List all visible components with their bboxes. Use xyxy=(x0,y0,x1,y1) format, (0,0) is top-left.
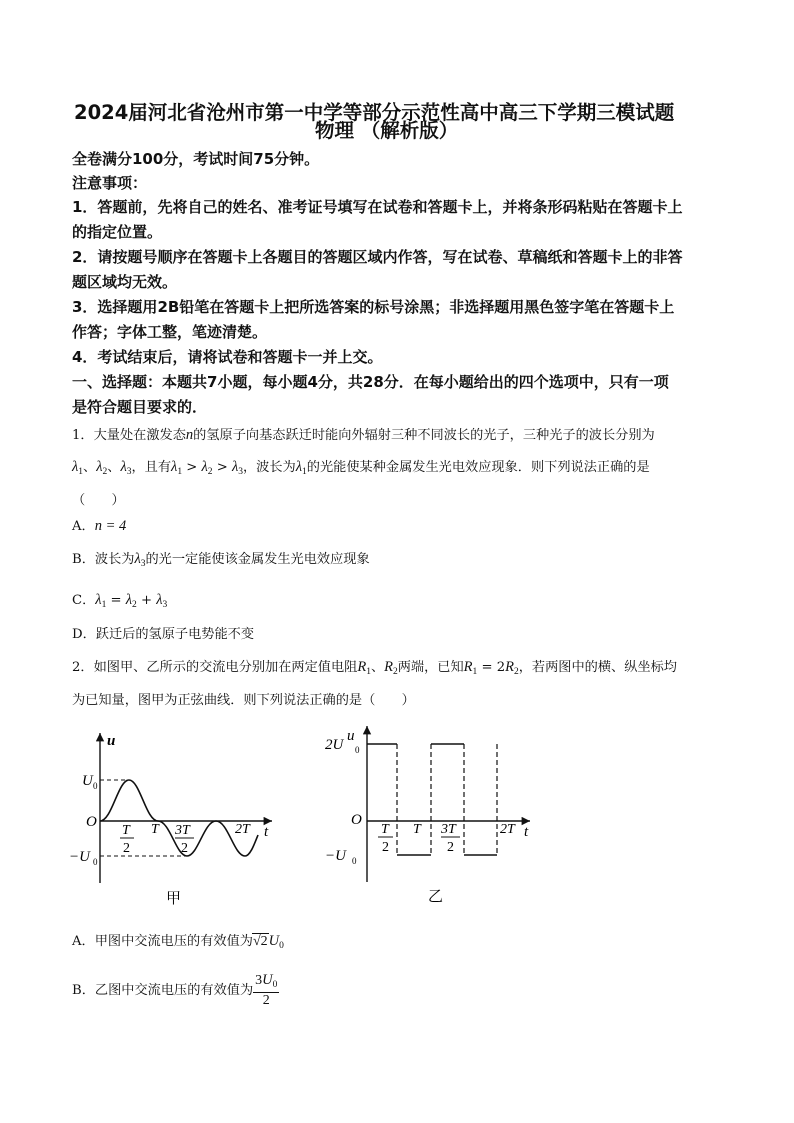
fig2-tick-t2-num: T xyxy=(381,822,389,837)
q2-figure-yi xyxy=(325,720,545,910)
q2-stem-line2: 为已知量，图甲为正弦曲线．则下列说法正确的是（ ） xyxy=(72,693,415,708)
q2-option-b: B．乙图中交流电压的有效值为 $\frac{3U_0}{2}$ xyxy=(72,972,278,1008)
q2-option-b-fraction: $\frac{3U_0}{2}$ xyxy=(255,972,278,1008)
fig2-neg-u0-sub: 0 xyxy=(352,856,357,866)
q2-stem-line1: 2．如图甲、乙所示的交流电分别加在两定值电阻$R_1$、$R_2$两端，已知$R_1 = 2R_2$，若两图中的横、纵坐标均 xyxy=(72,659,677,677)
note-item-2-line2: 题区域均无效。 xyxy=(72,273,178,291)
fig1-neg-u0-label: −U xyxy=(69,849,90,865)
q1-option-d: D．跃迁后的氢原子电势能不变 xyxy=(72,627,255,642)
fig1-origin: O xyxy=(86,814,97,830)
fig2-tick-3t2-den: 2 xyxy=(447,840,454,855)
q1-option-b: B．波长为$\lambda_3$的光一定能使该金属发生光电效应现象 xyxy=(72,551,370,569)
q1-stem-line2: $\lambda_1$、$\lambda_2$、$\lambda_3$，且有$\lambda_1 > \lambda_2 > \lambda_3$，波长为$\lambda_1$的光能使某种金属发生光电效应现象．则下列说法正确的是 xyxy=(72,459,650,477)
q1-option-a: A．n = 4 xyxy=(72,518,127,534)
fig1-tick-t2-den: 2 xyxy=(123,841,130,856)
fig2-2u0-label: 2U xyxy=(325,737,344,753)
note-item-1-line1: 1．答题前，先将自己的姓名、准考证号填写在试卷和答题卡上，并将条形码粘贴在答题卡上 xyxy=(72,198,683,216)
q2-option-a: A．甲图中交流电压的有效值为$√2U_0$ xyxy=(72,933,284,951)
exam-title-line1: 2024届河北省沧州市第一中学等部分示范性高中高三下学期三模试题 xyxy=(74,101,675,124)
note-item-1-line2: 的指定位置。 xyxy=(72,223,163,241)
section1-instructions-line2: 是符合题目要求的． xyxy=(72,398,208,416)
notes-heading: 注意事项： xyxy=(72,174,148,192)
fig2-u-label: u xyxy=(347,728,355,744)
full-score-text: 全卷满分100分，考试时间75分钟。 xyxy=(72,150,320,168)
fig2-tick-3t2-num: 3T xyxy=(441,822,456,837)
fig1-caption: 甲 xyxy=(166,891,182,907)
q2-figure-jia xyxy=(60,725,290,915)
fig1-tick-3t2-num: 3T xyxy=(175,823,190,838)
fig2-tick-t: T xyxy=(413,822,421,837)
fig1-tick-2t: 2T xyxy=(235,822,250,837)
fig2-tick-t2-den: 2 xyxy=(382,840,389,855)
q1-option-c: C．$\lambda_1 = \lambda_2 + \lambda_3$ xyxy=(72,592,168,610)
note-item-3-line1: 3．选择题用2B铅笔在答题卡上把所选答案的标号涂黑；非选择题用黑色签字笔在答题卡上 xyxy=(72,298,675,316)
fig1-u0-sub: 0 xyxy=(93,781,98,791)
fig1-tick-3t2-den: 2 xyxy=(181,841,188,856)
fig1-u-label: u xyxy=(107,733,116,749)
note-item-2-line1: 2．请按题号顺序在答题卡上各题目的答题区域内作答，写在试卷、草稿纸和答题卡上的非答 xyxy=(72,248,683,266)
fig1-tick-t: T xyxy=(151,822,159,837)
fig2-tick-2t: 2T xyxy=(500,822,515,837)
note-item-4: 4．考试结束后，请将试卷和答题卡一并上交。 xyxy=(72,348,383,366)
fig1-neg-u0-sub: 0 xyxy=(93,857,98,867)
fig2-2u0-sub: 0 xyxy=(355,745,360,755)
exam-title-line2: 物理 （解析版） xyxy=(315,119,459,142)
fig2-t-label: t xyxy=(524,824,529,840)
q1-answer-paren: （ ） xyxy=(72,493,125,508)
fig1-tick-t2-num: T xyxy=(122,823,130,838)
fig1-u0-label: U xyxy=(82,773,93,789)
note-item-3-line2: 作答；字体工整，笔迹清楚。 xyxy=(72,323,268,341)
fig2-neg-u0-label: −U xyxy=(325,848,346,864)
fig2-caption: 乙 xyxy=(428,889,444,905)
q1-stem-line1: 1．大量处在激发态n的氢原子向基态跃迁时能向外辐射三种不同波长的光子，三种光子的波长分别为 xyxy=(72,427,655,443)
fig2-origin: O xyxy=(351,812,362,828)
fig1-t-label: t xyxy=(264,824,269,840)
section1-instructions-line1: 一、选择题：本题共7小题，每小题4分，共28分．在每小题给出的四个选项中，只有一项 xyxy=(72,373,669,391)
